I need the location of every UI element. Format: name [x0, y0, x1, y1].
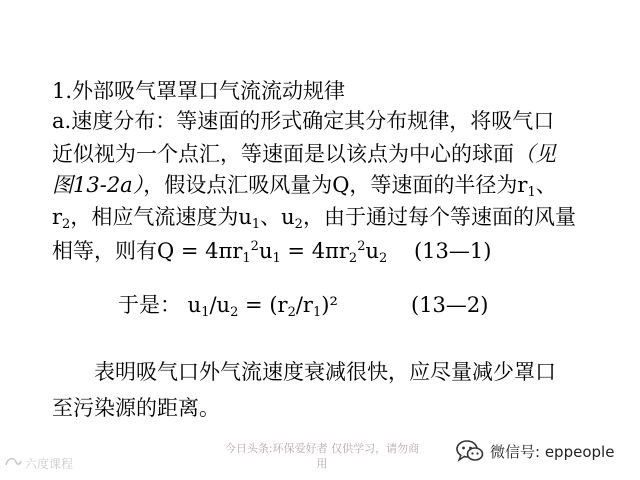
text-line-2: a.速度分布：等速面的形式确定其分布规律，将吸气口 [52, 109, 555, 133]
heading: 1.外部吸气罩罩口气流流动规律 [52, 79, 346, 103]
text-line-8: 表明吸气口外气流速度衰减很快，应尽量减少罩口 [94, 360, 556, 384]
watermark-logo-icon [4, 455, 22, 472]
text-line-4: 图13-2a），假设点汇吸风量为Q，等速面的半径为$r_1$、 [52, 173, 557, 200]
formula-13-1: 相等，则有$Q = 4\pi r_1^2u_1 = 4\pi r_2^2u_2$ (13—1) [52, 239, 492, 266]
formula-13-2-number: (13—2) [411, 293, 489, 317]
footer-line-2: 用 [316, 457, 328, 470]
text-line-5: $r_2$，相应气流速度为$u_1$、$u_2$，由于通过每个等速面的风量 [52, 205, 576, 232]
wechat-icon [456, 439, 484, 463]
watermark [4, 455, 73, 472]
watermark-text: 六度课程 [25, 457, 74, 471]
footer-copyright [222, 441, 422, 471]
wechat-id [456, 438, 614, 464]
footer-line-1: 今日头条:环保爱好者 仅供学习，请勿商 [224, 442, 420, 455]
text-line-9: 至污染源的距离。 [52, 396, 220, 420]
wechat-label: 微信号: eppeople [490, 442, 615, 461]
text-line-3: 近似视为一个点汇，等速面是以该点为中心的球面（见 [52, 142, 556, 166]
formula-13-2: 于是： $u_1/u_2 = (r_2/r_1)^2$ [118, 293, 338, 320]
